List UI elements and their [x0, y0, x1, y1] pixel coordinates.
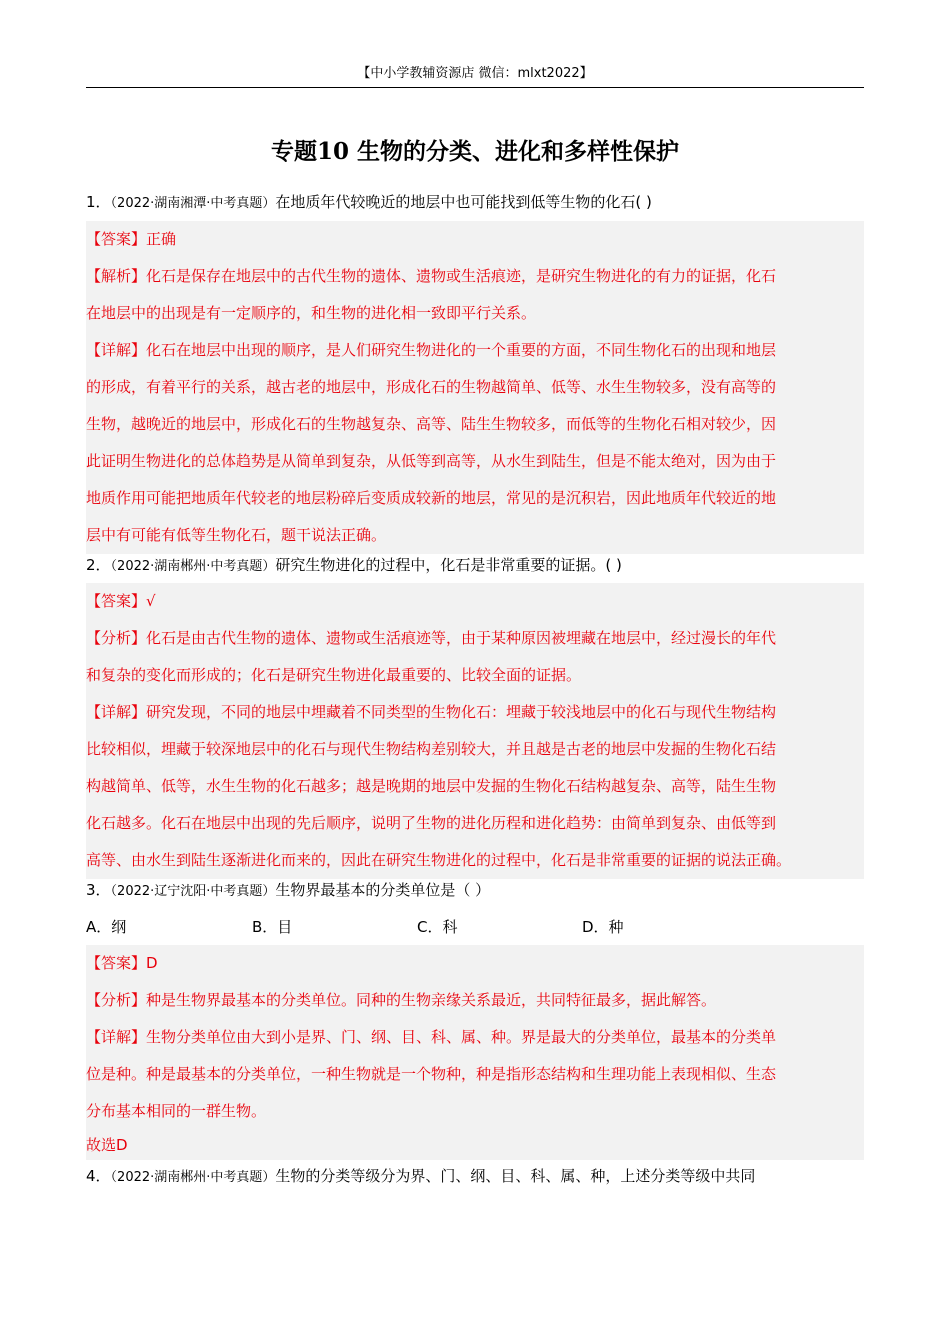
detail-line	[86, 694, 864, 731]
option-c: C．科	[417, 918, 458, 936]
answer-value: √	[146, 592, 156, 610]
options-row	[86, 909, 864, 945]
answer-line	[86, 221, 864, 258]
answer-value: 正确	[146, 230, 177, 248]
option-a: A．纲	[86, 918, 127, 936]
question-2	[86, 547, 864, 585]
option-b: B．目	[252, 918, 293, 936]
answer-value: D	[146, 954, 158, 972]
choose-line: 故选D	[86, 1136, 128, 1154]
question-number: 3．	[86, 881, 111, 899]
page-header: 【中小学教辅资源店 微信：mlxt2022】	[86, 64, 864, 88]
detail-text: 生物分类单位由大到小是界、门、纲、目、科、属、种。界是最大的分类单位，最基本的分类单	[146, 1028, 777, 1046]
detail-tag: 【详解】	[86, 703, 147, 721]
detail-line: 化石越多。化石在地层中出现的先后顺序，说明了生物的进化历程和进化趋势：由简单到复杂、由低等到	[86, 814, 777, 832]
option-d: D．种	[582, 918, 624, 936]
question-source: （2022·湖南湘潭·中考真题）	[110, 196, 276, 211]
question-source: （2022·湖南郴州·中考真题）	[110, 1170, 276, 1185]
question-stem: 生物界最基本的分类单位是（ ）	[275, 881, 491, 899]
question-number: 2．	[86, 556, 111, 574]
detail-line: 比较相似，埋藏于较深地层中的化石与现代生物结构差别较大，并且越是古老的地层中发掘的生物化石结	[86, 740, 777, 758]
detail-line	[86, 332, 864, 369]
question-1	[86, 184, 864, 222]
answer-line	[86, 583, 864, 620]
question-4	[86, 1158, 864, 1196]
answer-tag: 【答案】	[86, 230, 147, 248]
analysis-line: 和复杂的变化而形成的；化石是研究生物进化最重要的、比较全面的证据。	[86, 666, 582, 684]
answer-tag: 【答案】	[86, 954, 147, 972]
analysis-line	[86, 982, 864, 1019]
question-stem: 生物的分类等级分为界、门、纲、目、科、属、种，上述分类等级中共同	[275, 1167, 756, 1185]
detail-line: 构越简单、低等，水生生物的化石越多；越是晚期的地层中发掘的生物化石结构越复杂、高等，陆生生物	[86, 777, 777, 795]
detail-line: 此证明生物进化的总体趋势是从简单到复杂，从低等到高等，从水生到陆生，但是不能太绝对，因为由于	[86, 452, 777, 470]
analysis-line	[86, 620, 864, 657]
question-source: （2022·湖南郴州·中考真题）	[110, 559, 276, 574]
detail-line: 生物，越晚近的地层中，形成化石的生物越复杂、高等、陆生生物较多，而低等的生物化石相对较少，因	[86, 415, 777, 433]
answer-block-1	[86, 221, 864, 554]
detail-text: 研究发现，不同的地层中埋藏着不同类型的生物化石：埋藏于较浅地层中的化石与现代生物结构	[146, 703, 777, 721]
analysis-line: 在地层中的出现是有一定顺序的，和生物的进化相一致即平行关系。	[86, 304, 537, 322]
detail-line: 高等、由水生到陆生逐渐进化而来的，因此在研究生物进化的过程中，化石是非常重要的证据的说法正确。	[86, 851, 792, 869]
detail-text: 化石在地层中出现的顺序，是人们研究生物进化的一个重要的方面，不同生物化石的出现和地层	[146, 341, 777, 359]
answer-tag: 【答案】	[86, 592, 147, 610]
detail-line: 地质作用可能把地质年代较老的地层粉碎后变质成较新的地层，常见的是沉积岩，因此地质年代较近的地	[86, 489, 777, 507]
detail-line: 位是种。种是最基本的分类单位，一种生物就是一个物种，种是指形态结构和生理功能上表现相似、生态	[86, 1065, 777, 1083]
question-number: 1．	[86, 193, 111, 211]
page-title: 专题10 生物的分类、进化和多样性保护	[270, 138, 679, 165]
detail-line: 分布基本相同的一群生物。	[86, 1102, 267, 1120]
detail-line: 的形成，有着平行的关系，越古老的地层中，形成化石的生物越简单、低等、水生生物较多，没有高等的	[86, 378, 777, 396]
question-source: （2022·辽宁沈阳·中考真题）	[110, 884, 276, 899]
question-stem: 研究生物进化的过程中，化石是非常重要的证据。( )	[275, 556, 622, 574]
analysis-tag: 【分析】	[86, 629, 147, 647]
question-stem: 在地质年代较晚近的地层中也可能找到低等生物的化石( )	[275, 193, 652, 211]
detail-tag: 【详解】	[86, 341, 147, 359]
question-3	[86, 872, 864, 910]
question-number: 4．	[86, 1167, 111, 1185]
answer-block-2	[86, 583, 864, 879]
analysis-tag: 【解析】	[86, 267, 147, 285]
analysis-tag: 【分析】	[86, 991, 147, 1009]
answer-block-3	[86, 945, 864, 1160]
answer-line	[86, 945, 864, 982]
detail-line	[86, 1019, 864, 1056]
analysis-text: 化石是由古代生物的遗体、遗物或生活痕迹等，由于某种原因被埋藏在地层中，经过漫长的年代	[146, 629, 777, 647]
analysis-line	[86, 258, 864, 295]
detail-tag: 【详解】	[86, 1028, 147, 1046]
analysis-text: 化石是保存在地层中的古代生物的遗体、遗物或生活痕迹，是研究生物进化的有力的证据，化石	[146, 267, 777, 285]
detail-line: 层中有可能有低等生物化石，题干说法正确。	[86, 526, 387, 544]
analysis-text: 种是生物界最基本的分类单位。同种的生物亲缘关系最近，共同特征最多，据此解答。	[146, 991, 717, 1009]
